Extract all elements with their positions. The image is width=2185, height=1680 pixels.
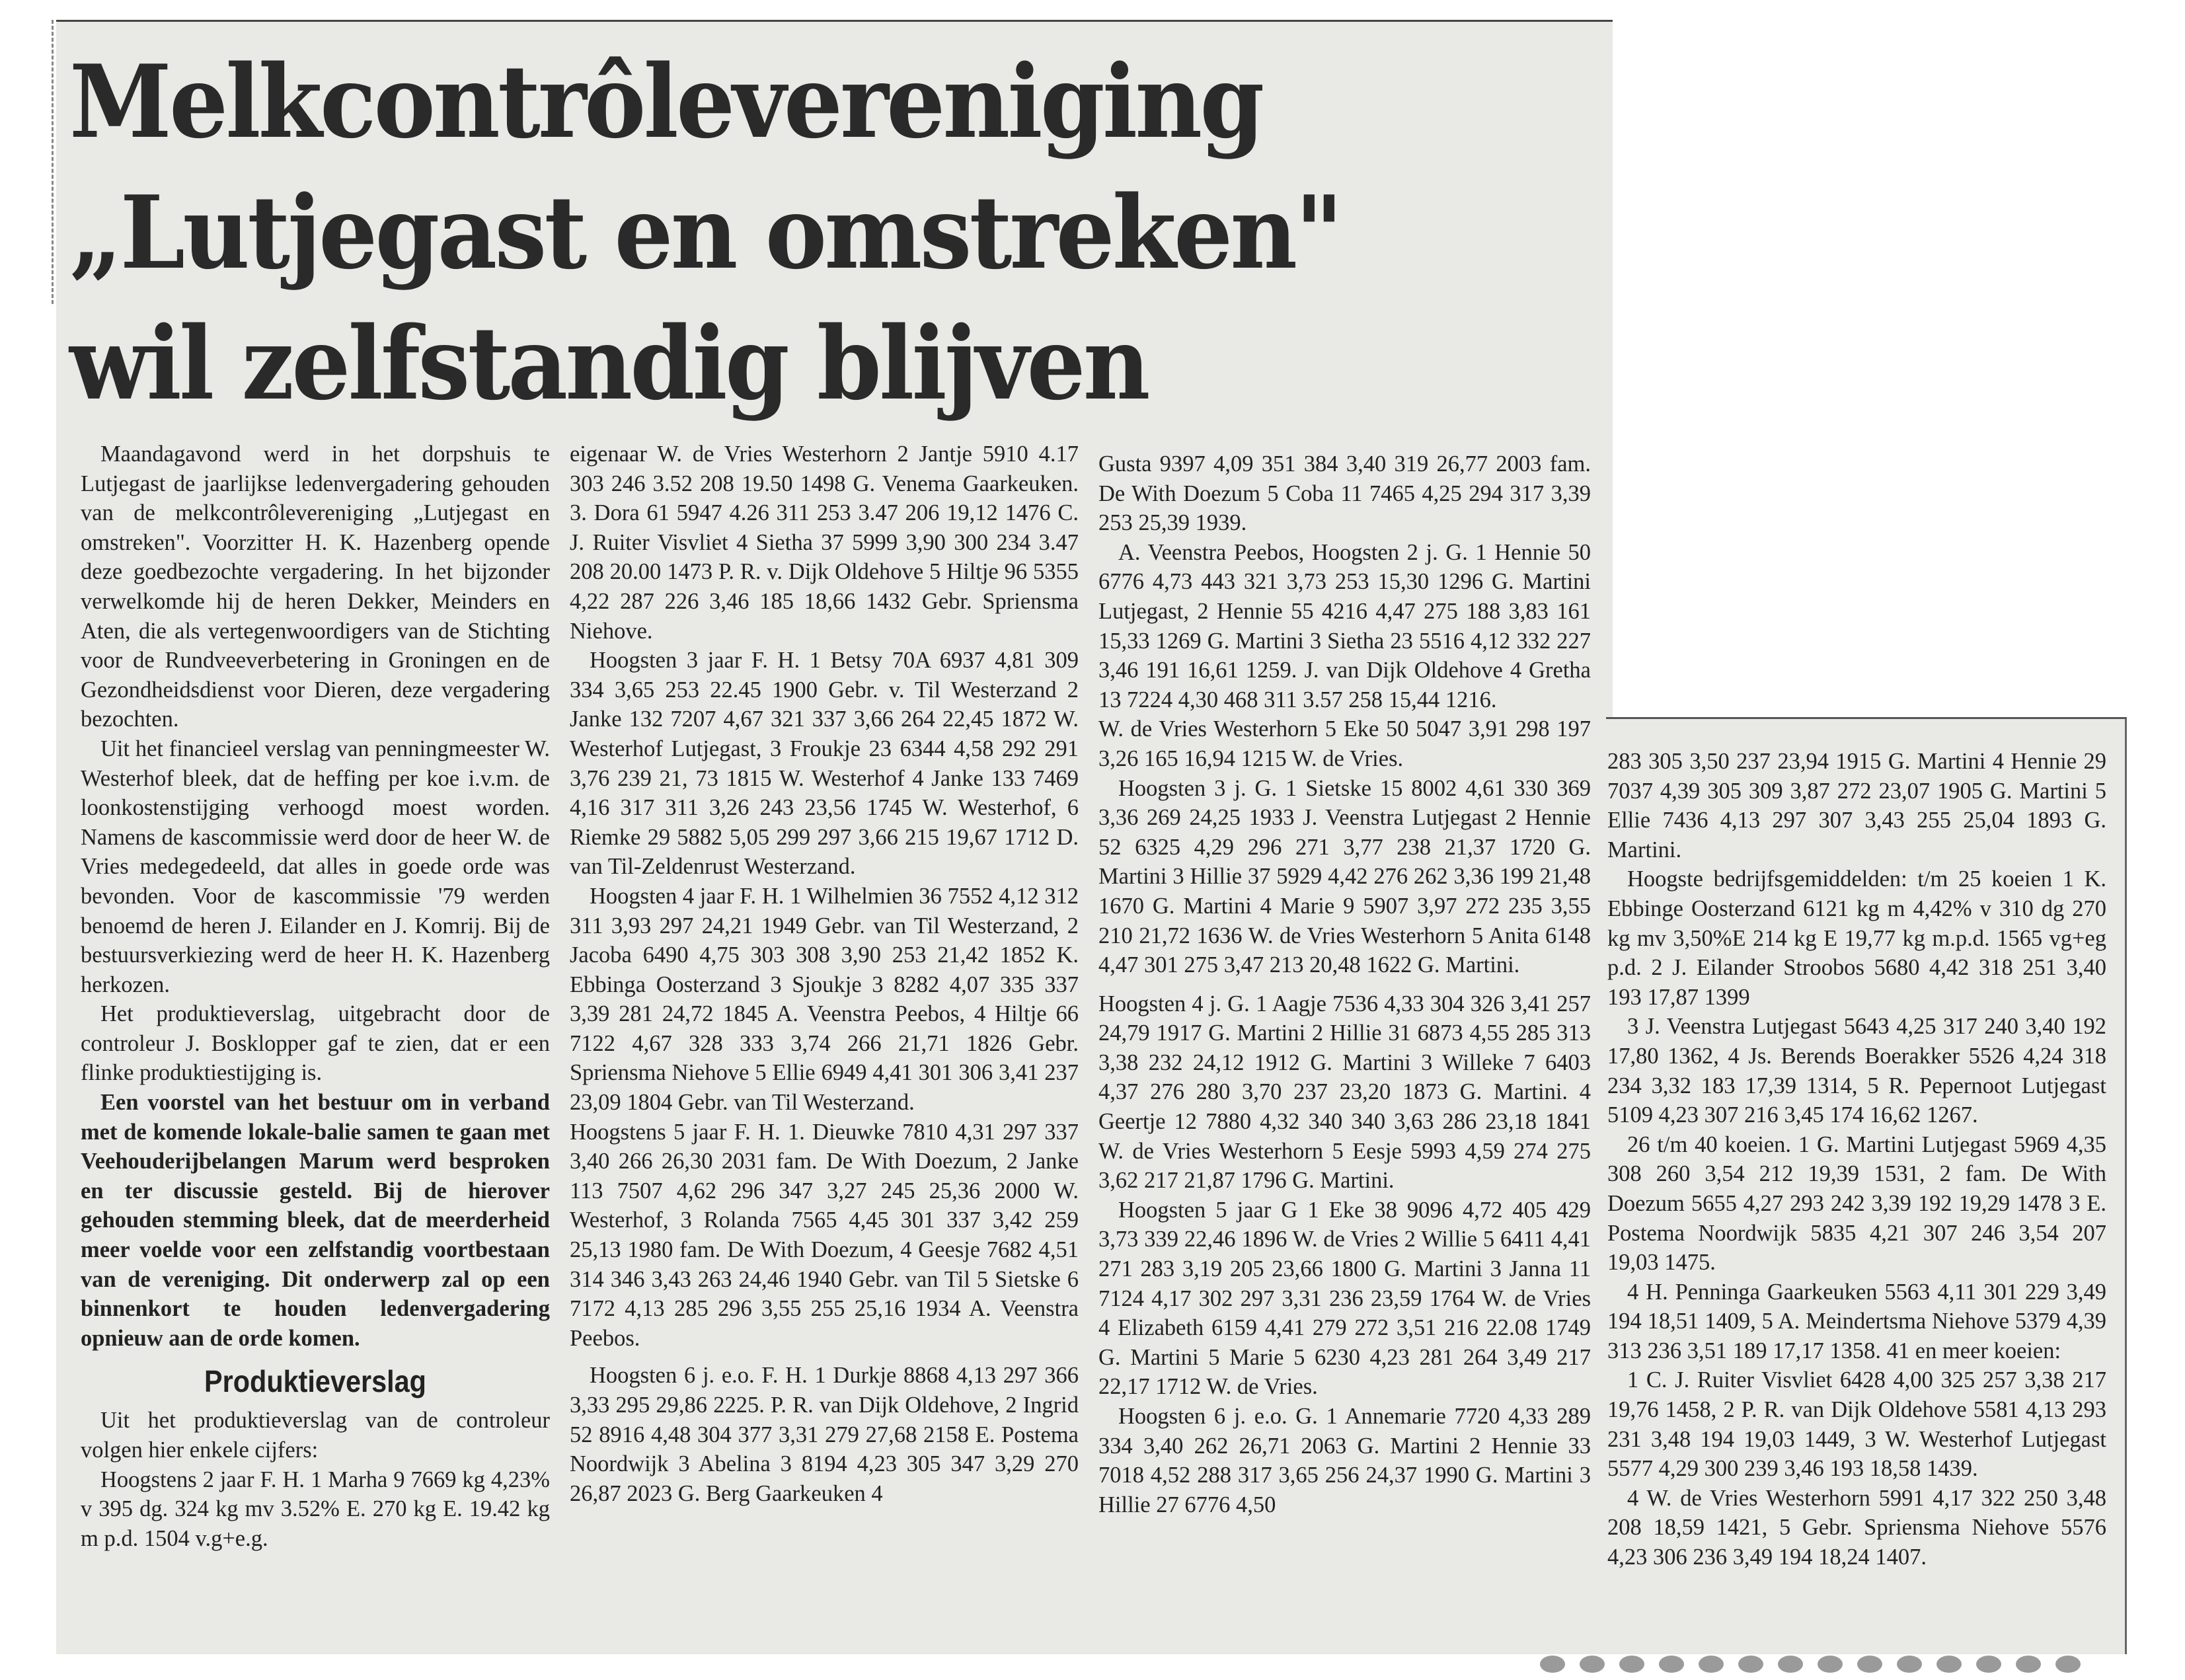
perforation-hole	[1976, 1656, 2001, 1673]
paragraph: 4 H. Penninga Gaarkeuken 5563 4,11 301 229 3,49 194 18,51 1409, 5 A. Meindertsma Niehove 5379 4,39 313 236 3,51 189 17,17 1358. 41 en meer koeien:	[1607, 1279, 2106, 1363]
paragraph: 283 305 3,50 237 23,94 1915 G. Martini 4 Hennie 29 7037 4,39 305 309 3,87 272 23,07 1905 G. Martini 5 Ellie 7436 4,13 297 307 3,43 255 25,04 1893 G. Martini.	[1607, 749, 2106, 862]
paragraph: eigenaar W. de Vries Westerhorn 2 Jantje 5910 4.17 303 246 3.52 208 19.50 1498 G. Venema Gaarkeuken. 3. Dora 61 5947 4.26 311 253 3.47 206 19,12 1476 C. J. Ruiter Visvliet 4 Sietha 37 5999 3,90 300 234 3.47 208 20.00 1473 P. R. v. Dijk Oldehove 5 Hiltje 96 5355 4,22 287 226 3,46 185 18,66 1432 Gebr. Spriensma Niehove.	[570, 441, 1079, 644]
headline-line-2: „Lutjegast en omstreken"	[69, 173, 1341, 291]
paragraph: Hoogsten 3 j. G. 1 Sietske 15 8002 4,61 330 369 3,36 269 24,25 1933 J. Veenstra Lutjegast 2 Hennie 52 6325 4,29 296 271 3,77 238 21,37 1720 G. Martini 3 Hillie 37 5929 4,42 276 262 3,36 199 21,48 1670 G. Martini 4 Marie 9 5907 3,97 272 235 3,55 210 21,72 1636 W. de Vries Westerhorn 5 Anita 6148 4,47 301 275 3,47 213 20,48 1622 G. Martini.	[1098, 775, 1591, 978]
paragraph: 3 J. Veenstra Lutjegast 5643 4,25 317 240 3,40 192 17,80 1362, 4 Js. Berends Boerakker 5526 4,24 318 234 3,32 183 17,39 1314, 5 R. Pepernoot Lutjegast 5109 4,23 307 216 3,45 174 16,62 1267.	[1607, 1014, 2106, 1128]
perforation-hole	[1897, 1656, 1922, 1673]
perforation-hole	[2055, 1656, 2081, 1673]
section-heading: Produktieverslag	[204, 1364, 426, 1399]
perforation-hole	[1619, 1656, 1644, 1673]
paragraph: 1 C. J. Ruiter Visvliet 6428 4,00 325 257 3,38 217 19,76 1458, 2 P. R. van Dijk Oldehove 5581 4,13 293 231 3,48 194 19,03 1449, 3 W. Westerhof Lutjegast 5577 4,29 300 239 3,46 193 18,58 1439.	[1607, 1367, 2106, 1482]
paragraph: Gusta 9397 4,09 351 384 3,40 319 26,77 2003 fam. De With Doezum 5 Coba 11 7465 4,25 294 317 3,39 253 25,39 1939.	[1098, 451, 1591, 536]
bold-paragraph: Een voorstel van het bestuur om in verband met de komende lokale-balie samen te gaan met Veehouderijbelangen Marum werd besproken en ter discussie gesteld. Bij de hierover gehouden stemming bleek, dat de meerderheid meer voelde voor een zelfstandig voortbestaan van de vereniging. Dit onderwerp zal op een binnenkort te houden ledenvergadering opnieuw aan de orde komen.	[81, 1090, 550, 1351]
perforation-hole	[1818, 1656, 1843, 1673]
article-column-2	[570, 439, 1079, 1508]
paragraph: Hoogsten 4 j. G. 1 Aagje 7536 4,33 304 326 3,41 257 24,79 1917 G. Martini 2 Hillie 31 6873 4,55 285 313 3,38 232 24,12 1912 G. Martini 3 Willeke 7 6403 4,37 276 280 3,70 237 23,20 1873 G. Martini. 4 Geertje 12 7880 4,32 340 340 3,63 286 23,18 1841 W. de Vries Westerhorn 5 Eesje 5993 4,59 274 275 3,62 217 21,87 1796 G. Martini.	[1098, 991, 1591, 1194]
paragraph: Hoogsten 3 jaar F. H. 1 Betsy 70A 6937 4,81 309 334 3,65 253 22.45 1900 Gebr. v. Til Westerzand 2 Janke 132 7207 4,67 321 337 3,66 264 22,45 1872 W. Westerhof Lutjegast, 3 Froukje 23 6344 4,58 292 291 3,76 239 21, 73 1815 W. Westerhof 4 Janke 133 7469 4,16 317 311 3,26 243 23,56 1745 W. Westerhof, 6 Riemke 29 5882 5,05 299 297 3,66 215 19,67 1712 D. van Til-Zeldenrust Westerzand.	[570, 648, 1079, 880]
paragraph: Hoogsten 6 j. e.o. G. 1 Annemarie 7720 4,33 289 334 3,40 262 26,71 2063 G. Martini 2 Hennie 33 7018 4,52 288 317 3,65 256 24,37 1990 G. Martini 3 Hillie 27 6776 4,50	[1098, 1404, 1591, 1517]
article-column-4	[1607, 747, 2106, 1572]
perforation-hole	[2016, 1656, 2041, 1673]
perforation-hole	[1580, 1656, 1605, 1673]
paragraph: Uit het financieel verslag van penningmeester W. Westerhof bleek, dat de heffing per koe i.v.m. de loonkostenstijging verhoogd moest worden. Namens de kascommissie werd door de heer W. de Vries medegedeeld, dat alles in goede orde was bevonden. Voor de kascommissie '79 werden benoemd de heren J. Eilander en J. Komrij. Bij de bestuursverkiezing werd de heer H. K. Hazenberg herkozen.	[81, 736, 550, 997]
perforation-hole	[1540, 1656, 1565, 1673]
paragraph: Hoogstens 2 jaar F. H. 1 Marha 9 7669 kg 4,23% v 395 dg. 324 kg mv 3.52% E. 270 kg E. 19.42 kg m p.d. 1504 v.g+e.g.	[81, 1467, 550, 1551]
paragraph: Hoogsten 4 jaar F. H. 1 Wilhelmien 36 7552 4,12 312 311 3,93 297 24,21 1949 Gebr. van Til Westerzand, 2 Jacoba 6490 4,75 303 308 3,90 253 21,42 1852 K. Ebbinga Oosterzand 3 Sjoukje 3 8282 4,07 335 337 3,39 281 24,72 1845 A. Veenstra Peebos, 4 Hiltje 66 7122 4,67 328 333 3,74 266 21,71 1826 Gebr. Spriensma Niehove 5 Ellie 6949 4,41 301 306 3,41 237 23,09 1804 Gebr. van Til Westerzand.	[570, 883, 1079, 1116]
headline	[69, 36, 1468, 429]
article-column-1	[81, 439, 550, 1553]
paragraph: Hoogsten 6 j. e.o. F. H. 1 Durkje 8868 4,13 297 366 3,33 295 29,86 2225. P. R. van Dijk Oldehove, 2 Ingrid 52 8916 4,48 304 377 3,31 279 27,68 2158 E. Postema Noordwijk 3 Abelina 3 8194 4,23 305 347 3,29 270 26,87 2023 G. Berg Gaarkeuken 4	[570, 1363, 1079, 1506]
paragraph: Maandagavond werd in het dorpshuis te Lutjegast de jaarlijkse ledenvergadering gehouden van de melkcontrôlevereniging „Lutjegast en omstreken". Voorzitter H. K. Hazenberg opende deze goedbezochte vergadering. In het bijzonder verwelkomde hij de heren Dekker, Meinders en Aten, die als vertegenwoordigers van de Stichting voor de Rundveeverbetering in Groningen en de Gezondheidsdienst voor Dieren, deze vergadering bezochten.	[81, 441, 550, 732]
paragraph: A. Veenstra Peebos, Hoogsten 2 j. G. 1 Hennie 50 6776 4,73 443 321 3,73 253 15,30 1296 G. Martini Lutjegast, 2 Hennie 55 4216 4,47 275 188 3,83 161 15,33 1269 G. Martini 3 Sietha 23 5516 4,12 332 227 3,46 191 16,61 1259. J. van Dijk Oldehove 4 Gretha 13 7224 4,30 468 311 3.57 258 15,44 1216.	[1098, 539, 1591, 712]
perforation-hole	[1778, 1656, 1803, 1673]
headline-line-1: Melkcontrôlevereniging	[69, 42, 1262, 161]
perforation-hole	[1857, 1656, 1882, 1673]
paragraph: Hoogstens 5 jaar F. H. 1. Dieuwke 7810 4,31 297 337 3,40 266 26,30 2031 fam. De With Doezum, 2 Janke 113 7507 4,62 296 347 3,27 245 25,36 2000 W. Westerhof, 3 Rolanda 7565 4,45 301 337 3,42 259 25,13 1980 fam. De With Doezum, 4 Geesje 7682 4,51 314 346 3,43 263 24,46 1940 Gebr. van Til 5 Sietske 6 7172 4,13 285 296 3,55 255 25,16 1934 A. Veenstra Peebos.	[570, 1119, 1079, 1351]
paragraph: Hoogste bedrijfsgemiddelden: t/m 25 koeien 1 K. Ebbinge Oosterzand 6121 kg m 4,42% v 310 dg 270 kg mv 3,50%E 214 kg E 19,77 kg m.p.d. 1565 vg+eg p.d. 2 J. Eilander Stroobos 5680 4,42 318 251 3,40 193 17,87 1399	[1607, 866, 2106, 1010]
perforated-edge	[1540, 1656, 2135, 1675]
paragraph: 26 t/m 40 koeien. 1 G. Martini Lutjegast 5969 4,35 308 260 3,54 212 19,39 1531, 2 fam. De With Doezum 5655 4,27 293 242 3,39 192 19,29 1478 3 E. Postema Noordwijk 5835 4,21 307 246 3,54 207 19,03 1475.	[1607, 1131, 2106, 1276]
paragraph: Het produktieverslag, uitgebracht door de controleur J. Bosklopper gaf te zien, dat er een flinke produktiestijging is.	[81, 1001, 550, 1086]
perforation-hole	[1699, 1656, 1724, 1673]
perforation-hole	[1659, 1656, 1684, 1673]
perforation-hole	[1738, 1656, 1763, 1673]
paragraph: Hoogsten 5 jaar G 1 Eke 38 9096 4,72 405 429 3,73 339 22,46 1896 W. de Vries 2 Willie 5 6411 4,41 271 283 3,19 205 23,66 1800 G. Martini 3 Janna 11 7124 4,17 302 297 3,31 236 23,59 1764 W. de Vries 4 Elizabeth 6159 4,41 279 272 3,51 216 22.08 1749 G. Martini 5 Marie 5 6230 4,23 281 264 3,49 217 22,17 1712 W. de Vries.	[1098, 1197, 1591, 1400]
perforation-hole	[1936, 1656, 1962, 1673]
paragraph: Uit het produktieverslag van de controleur volgen hier enkele cijfers:	[81, 1408, 550, 1463]
paragraph: W. de Vries Westerhorn 5 Eke 50 5047 3,91 298 197 3,26 165 16,94 1215 W. de Vries.	[1098, 716, 1591, 771]
cut-line	[52, 20, 54, 304]
paragraph: 4 W. de Vries Westerhorn 5991 4,17 322 250 3,48 208 18,59 1421, 5 Gebr. Spriensma Niehove 5576 4,23 306 236 3,49 194 18,24 1407.	[1607, 1485, 2106, 1570]
headline-line-3: wil zelfstandig blijven	[69, 304, 1148, 422]
article-column-3	[1098, 449, 1591, 1519]
